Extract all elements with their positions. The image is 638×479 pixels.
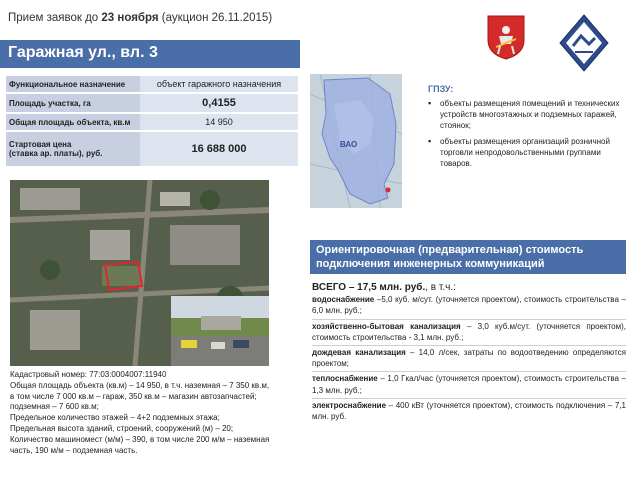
department-emblem-icon (559, 14, 609, 72)
start-price-label: Стартовая цена (9, 140, 72, 149)
cost-total: ВСЕГО – 17,5 млн. руб., в т.ч.: (312, 282, 456, 293)
cost-details (312, 282, 626, 425)
list-item: ▪ объекты размещения помещений и технических устройств многоэтажных и подземных гаражей, стоянок; (428, 98, 624, 131)
deadline-date: 23 ноября (101, 12, 159, 24)
table-row: Площадь участка, га 0,4155 (6, 93, 298, 113)
page-title: Гаражная ул., вл. 3 (8, 44, 158, 61)
list-item: ▪ объекты размещения организаций розничной торговли непродовольственными группами товаров. (428, 136, 624, 169)
cadastre-details: Кадастровый номер: 77:03:0004007:11940 Общая площадь объекта (кв.м) – 14 950, в т.ч. наземная – 7 350 кв.м, в том числе 7 000 кв.м – гараж, 350 кв.м – магазин автозапчастей; подземная – 7 600 кв.м; Предельное количество этажей – 4+2 подземных этажа; Предельная высота зданий, строений, сооружений (м) – 20; Количество машиномест (м/м) – 390, в том числе 200 м/м – наземная часть, 190 м/м – подземная часть. (10, 370, 270, 455)
table-row: Общая площадь объекта, кв.м 14 950 (6, 113, 298, 131)
list-item: электроснабжение – 400 кВт (уточняется проектом), стоимость подключения – 7,1 млн. руб. (312, 400, 626, 422)
table-row: Функциональное назначение объект гаражного назначения (6, 76, 298, 93)
site-photo (171, 296, 269, 366)
list-item: хозяйственно-бытовая канализация – 3,0 куб.м/сут. (уточняется проектом), стоимость строительства - 3,1 млн. руб.; (312, 321, 626, 346)
start-price-label-2: (ставка ар. платы), руб. (9, 149, 103, 158)
cost-heading: Ориентировочная (предварительная) стоимость подключения инженерных коммуникаций (310, 240, 626, 274)
list-item: дождевая канализация – 14,0 л/сек, затраты по водоотведению определяются проектом; (312, 347, 626, 372)
moscow-coat-of-arms-icon (486, 14, 526, 60)
gpzu-list (428, 98, 624, 174)
title-bar (0, 40, 300, 68)
list-item: теплоснабжение – 1,0 Гкал/час (уточняется проектом), стоимость строительства – 1,3 млн. руб.; (312, 373, 626, 398)
application-deadline-note: Прием заявок до 23 ноября (аукцион 26.11.2015) (8, 12, 273, 24)
site-info-table (6, 76, 298, 168)
gpzu-heading: ГПЗУ: (428, 84, 454, 94)
district-label: ВАО (340, 140, 358, 149)
district-map (310, 74, 402, 208)
list-item: водоснабжение –5,0 куб. м/сут. (уточняется проектом), стоимость строительства – 6,0 млн. руб.; (312, 294, 626, 319)
table-row: Стартовая цена (ставка ар. платы), руб. 16 688 000 (6, 131, 298, 167)
